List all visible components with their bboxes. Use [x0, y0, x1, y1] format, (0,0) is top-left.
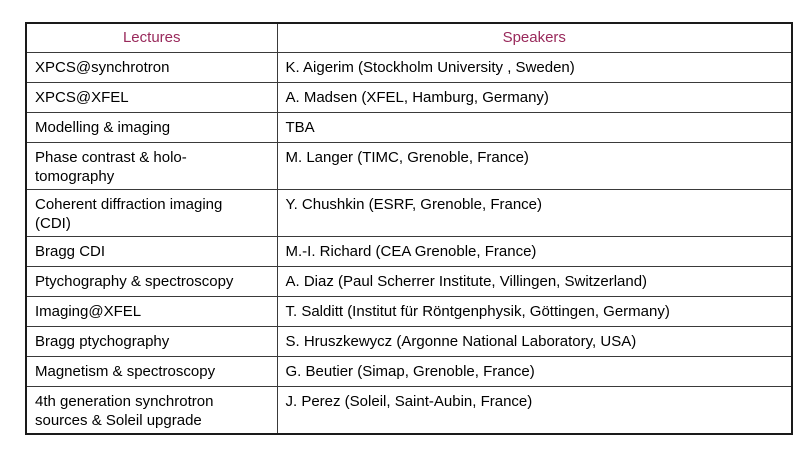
- speaker-cell: A. Diaz (Paul Scherrer Institute, Villingen, Switzerland): [277, 266, 792, 296]
- table-row: [26, 82, 792, 112]
- lecture-cell: Coherent diffraction imaging (CDI): [26, 189, 277, 236]
- speaker-cell: K. Aigerim (Stockholm University , Sweden): [277, 52, 792, 82]
- table-row: [26, 266, 792, 296]
- table-row: [26, 296, 792, 326]
- lecture-cell: Phase contrast & holo-tomography: [26, 142, 277, 189]
- lecture-cell: Bragg ptychography: [26, 326, 277, 356]
- table-row: [26, 356, 792, 386]
- lecture-cell: Ptychography & spectroscopy: [26, 266, 277, 296]
- speaker-cell: S. Hruszkewycz (Argonne National Laboratory, USA): [277, 326, 792, 356]
- speaker-cell: G. Beutier (Simap, Grenoble, France): [277, 356, 792, 386]
- speaker-cell: TBA: [277, 112, 792, 142]
- lectures-speakers-table: [25, 22, 793, 435]
- speaker-cell: M. Langer (TIMC, Grenoble, France): [277, 142, 792, 189]
- lecture-cell: Magnetism & spectroscopy: [26, 356, 277, 386]
- table-row: [26, 112, 792, 142]
- lectures-column-header: Lectures: [26, 23, 277, 52]
- header-row: [26, 23, 792, 52]
- speaker-cell: A. Madsen (XFEL, Hamburg, Germany): [277, 82, 792, 112]
- table-row: [26, 52, 792, 82]
- lecture-cell: XPCS@XFEL: [26, 82, 277, 112]
- lecture-cell: Modelling & imaging: [26, 112, 277, 142]
- lecture-cell: Bragg CDI: [26, 236, 277, 266]
- speaker-cell: Y. Chushkin (ESRF, Grenoble, France): [277, 189, 792, 236]
- table-row: [26, 386, 792, 434]
- table-row: [26, 236, 792, 266]
- speaker-cell: J. Perez (Soleil, Saint-Aubin, France): [277, 386, 792, 434]
- speaker-cell: T. Salditt (Institut für Röntgenphysik, Göttingen, Germany): [277, 296, 792, 326]
- table-row: [26, 326, 792, 356]
- speaker-cell: M.-I. Richard (CEA Grenoble, France): [277, 236, 792, 266]
- speakers-column-header: Speakers: [277, 23, 792, 52]
- table-row: [26, 189, 792, 236]
- lecture-cell: XPCS@synchrotron: [26, 52, 277, 82]
- lecture-cell: Imaging@XFEL: [26, 296, 277, 326]
- lecture-cell: 4th generation synchrotron sources & Soleil upgrade: [26, 386, 277, 434]
- table-row: [26, 142, 792, 189]
